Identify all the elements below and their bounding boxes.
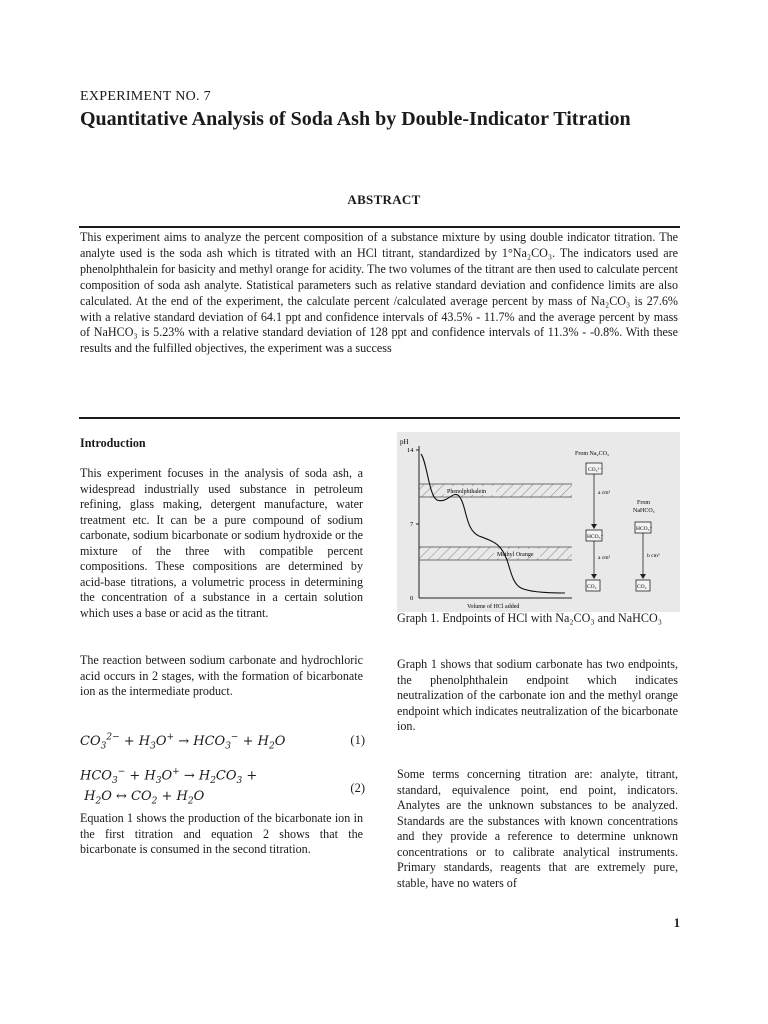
from-bicarbonate-label-1: From: [637, 500, 651, 506]
equation-2: $HCO_3^- + H_3O^+ \to H_2CO_3$ + $H_2O$ ↔ $CO_2 + H_2O$ (2): [80, 767, 365, 807]
y-tick-0: 0: [410, 595, 414, 602]
x-axis-label: Volume of HCl added: [467, 604, 520, 610]
titration-terms-paragraph: Some terms concerning titration are: analyte, titrant, standard, equivalence point, end point, indicators. Analytes are the unknown substances to be analyzed. Standards are the substances with known concentrations and they provide a reference to determine unknown concentrations or to calibrate analytical instruments. Primary standards, reagents that are extremely pure, stable, have no waters of: [397, 767, 678, 890]
y-axis-label: pH: [400, 438, 409, 446]
equation-1: $CO_3^{2-} + H_3O^+ \to HCO_3^- + H_2O$ (1): [80, 733, 365, 752]
volume-a-label-1: a cm³: [598, 490, 611, 496]
abstract-text: This experiment aims to analyze the percent composition of a substance mixture by using double indicator titration. The analyte used is the soda ash which is titrated with an HCl titrant, standardized by 1°Na₂CO₃. The indicators used are phenolphthalein for basicity and methyl orange for acidity. The two volumes of the titrant are then used to calculate percent composition of soda ash analyte. Statistical parameters such as relative standard deviation and confidence limits are also calculated. At the end of the experiment, the calculate percent /calculated average percent by mass of Na₂CO₃ is 27.6% with a relative standard deviation of 64.1 ppt and confidence intervals of 43.5% - 11.7% and the average percent by mass of NaHCO₃ is 5.23% with a relative standard deviation of 128 ppt and confidence intervals of 11.3% - -0.8%. With these results and the fulfilled objectives, the experiment was a success: [80, 230, 678, 356]
methyl-orange-label: Methyl Orange: [497, 552, 534, 558]
titration-graph-svg: [397, 432, 680, 612]
y-tick-7: 7: [410, 521, 414, 528]
abstract-top-rule: [79, 226, 680, 228]
volume-b-label: b cm³: [647, 553, 660, 559]
page-number: 1: [673, 916, 680, 930]
abstract-bottom-rule: [79, 417, 680, 419]
equation-explanation-paragraph: Equation 1 shows the production of the bicarbonate ion in the first titration and equation 2 shows that the bicarbonate is consumed in the second titration.: [80, 811, 363, 856]
introduction-heading: Introduction: [80, 436, 146, 450]
titration-graph: [397, 432, 680, 612]
abstract-heading: ABSTRACT: [347, 192, 421, 207]
titration-curve: [421, 454, 565, 593]
phenolphthalein-label: Phenolphthalein: [447, 489, 486, 495]
introduction-paragraph: This experiment focuses in the analysis of soda ash, a widespread industrially used substance in petroleum refining, glass making, detergent manufacture, water treatment etc. It can be a pure compound of sodium carbonate, sodium bicarbonate or sodium hydroxide or the mixture of the three with compatible percent compositions. These compositions are determined by acid-base titrations, a volumetric process in determining the concentration of a substance in a certain solution which uses a base or acid as the titrant.: [80, 466, 363, 620]
equation-2-number: (2): [350, 781, 365, 795]
bicarbonate-box-2-label: HCO₃⁻: [636, 526, 653, 532]
reaction-paragraph: The reaction between sodium carbonate and hydrochloric acid occurs in 2 stages, with the formation of bicarbonate ion as the intermediate product.: [80, 653, 363, 698]
from-carbonate-label: From Na₂CO₃: [575, 451, 610, 457]
equation-1-number: (1): [350, 733, 365, 747]
co2-box-2-label: CO₂: [637, 584, 647, 590]
graph-caption: Graph 1. Endpoints of HCl with Na₂CO₃ and NaHCO₃: [397, 611, 662, 625]
graph-explanation-paragraph: Graph 1 shows that sodium carbonate has two endpoints, the phenolphthalein endpoint which indicates neutralization of the carbonate ion and the methyl orange endpoint which indicates neutralization of the bicarbonate ion.: [397, 657, 678, 733]
carbonate-box-label: CO₃²⁻: [588, 467, 603, 473]
experiment-number: EXPERIMENT NO. 7: [80, 89, 211, 104]
co2-box-label: CO₂: [587, 584, 597, 590]
bicarbonate-box-label: HCO₃⁻: [587, 534, 604, 540]
volume-a-label-2: a cm³: [598, 555, 611, 561]
from-bicarbonate-label-2: NaHCO₃: [633, 508, 655, 514]
y-tick-14: 14: [407, 447, 414, 454]
paper-title: Quantitative Analysis of Soda Ash by Double-Indicator Titration: [80, 108, 631, 130]
